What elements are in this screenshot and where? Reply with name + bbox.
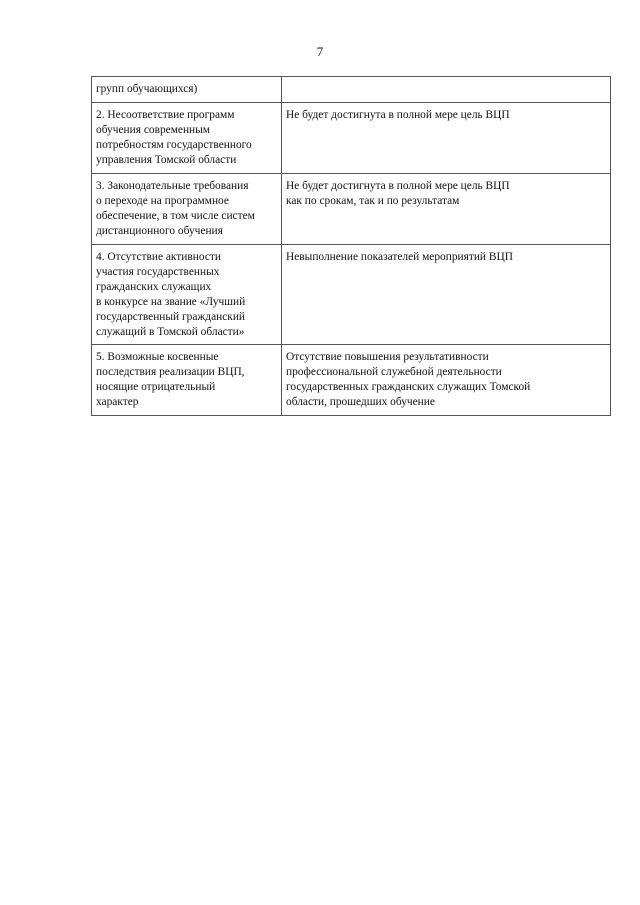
consequence-cell: Не будет достигнута в полной мере цель ВЦП как по срокам, так и по результатам <box>282 174 611 245</box>
consequence-cell <box>282 77 611 103</box>
table-row <box>92 77 611 103</box>
risk-table <box>91 76 611 416</box>
table-row <box>92 174 611 245</box>
risk-cell: 4. Отсутствие активности участия государственных гражданских служащих в конкурсе на звание «Лучший государственный гражданский служащий в Томской области» <box>92 245 282 345</box>
consequence-cell: Не будет достигнута в полной мере цель ВЦП <box>282 103 611 174</box>
risk-cell: 5. Возможные косвенные последствия реализации ВЦП, носящие отрицательный характер <box>92 345 282 416</box>
consequence-cell: Отсутствие повышения результативности профессиональной служебной деятельности государственных гражданских служащих Томской области, прошедших обучение <box>282 345 611 416</box>
risk-cell: 2. Несоответствие программ обучения современным потребностям государственного управления Томской области <box>92 103 282 174</box>
table-row <box>92 345 611 416</box>
table-row <box>92 245 611 345</box>
consequence-cell: Невыполнение показателей мероприятий ВЦП <box>282 245 611 345</box>
table-row <box>92 103 611 174</box>
page-number: 7 <box>316 44 324 59</box>
risk-cell: 3. Законодательные требования о переходе на программное обеспечение, в том числе систем дистанционного обучения <box>92 174 282 245</box>
risk-cell: групп обучающихся) <box>92 77 282 103</box>
